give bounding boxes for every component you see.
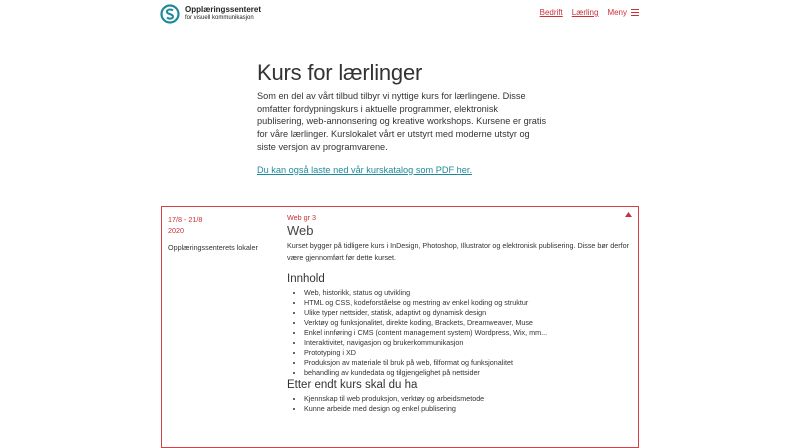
menu-label: Meny: [607, 8, 627, 17]
content-heading: Innhold: [287, 273, 325, 285]
hamburger-icon: [631, 9, 639, 16]
logo-subtitle: for visuell kommunikasjon: [185, 15, 254, 21]
intro-text: Som en del av vårt tilbud tilbyr vi nyttige kurs for lærlingene. Disse omfatter fordypningskurs i aktuelle programmer, elektronisk publisering, web-annonsering og kreative workshops. Kursene er gratis for våre lærlinger. Kurslokalet vårt er utstyrt med moderne utstyr og siste versjon av programvarene.: [257, 91, 547, 152]
course-date-range: 17/8 - 21/8: [168, 215, 203, 224]
list-item: • Web, historikk, status og utvikling: [304, 288, 632, 298]
course-description: Kurset bygger på tidligere kurs i InDesign, Photoshop, Illustrator og elektronisk publisering. Disse bør derfor være gjennomført før dette kurset.: [287, 241, 629, 262]
course-location: Opplæringssenterets lokaler: [168, 243, 258, 252]
content-list: [287, 288, 632, 378]
outcome-heading: Etter endt kurs skal du ha: [287, 379, 418, 391]
course-details: [287, 213, 632, 414]
page-title: Kurs for lærlinger: [257, 60, 423, 85]
site-logo[interactable]: [160, 4, 261, 24]
course-meta: [168, 214, 278, 252]
list-item: • Interaktivitet, navigasjon og brukerkommunikasjon: [304, 338, 632, 348]
list-item: • Produksjon av materiale til bruk på web, filformat og funksjonalitet: [304, 358, 632, 368]
list-item: • Kjennskap til web produksjon, verktøy og arbeidsmetode: [304, 394, 632, 404]
course-date-year: 2020: [168, 226, 184, 235]
course-title: Web: [287, 223, 314, 238]
course-card: [161, 206, 639, 448]
course-date: [168, 214, 278, 236]
outcome-list: [287, 394, 632, 414]
collapse-caret-icon[interactable]: [625, 212, 632, 217]
top-nav: [531, 8, 639, 17]
logo-icon: [160, 4, 180, 24]
menu-button[interactable]: [607, 8, 639, 17]
list-item: • behandling av kundedata og tilgjengelighet på nettsider: [304, 368, 632, 378]
logo-title: Opplæringssenteret: [185, 5, 262, 14]
site-header: [0, 0, 800, 30]
list-item: • Kunne arbeide med design og enkel publisering: [304, 404, 632, 414]
nav-link-bedrift[interactable]: Bedrift: [539, 8, 563, 17]
list-item: • Verktøy og funksjonalitet, direkte koding, Brackets, Dreamweaver, Muse: [304, 318, 632, 328]
list-item: • Enkel innføring i CMS (content management system) Wordpress, Wix, mm...: [304, 328, 632, 338]
intro-section: [257, 60, 547, 178]
list-item: • Ulike typer nettsider, statisk, adaptivt og dynamisk design: [304, 308, 632, 318]
list-item: • Prototyping i XD: [304, 348, 632, 358]
list-item: • HTML og CSS, kodeforståelse og mestring av enkel koding og struktur: [304, 298, 632, 308]
pdf-catalog-link[interactable]: Du kan også laste ned vår kurskatalog som PDF her.: [257, 164, 472, 175]
course-code: Web gr 3: [287, 213, 317, 222]
nav-link-laerling[interactable]: Lærling: [571, 8, 599, 17]
